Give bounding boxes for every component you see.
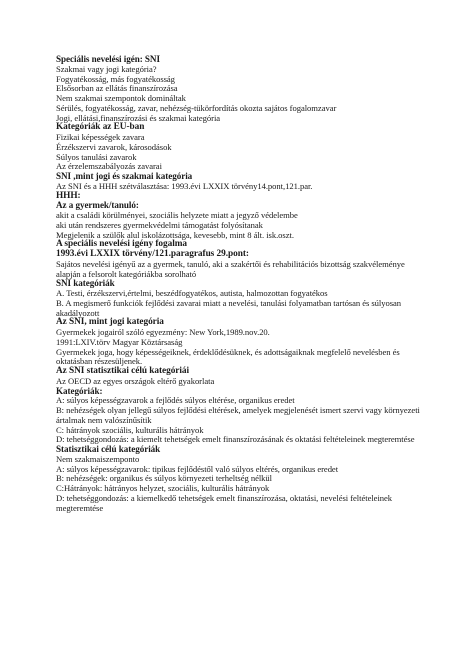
text-line-41: D: tehetséggondozás: a kiemelkedő tehetségek emelt finanszírozása, oktatási, nevelési feltételeinek megteremtése	[56, 492, 393, 513]
text-line-9: Érzékszervi zavarok, károsodások	[56, 141, 172, 152]
text-line-28: Gyermekek joga, hogy képességeiknek, érdeklődésüknek, és adottságaiknak megfelelő nevelésben és oktatásban részesüljenek.	[56, 346, 400, 367]
text-line-40: C:Hátrányok: hátrányos helyzet, szociális, kulturális hátrányok	[56, 483, 270, 493]
text-line-35: D: tehetséggondozás: a kiemelt tehetségek emelt finanszírozásának és oktatási feltételeinek megteremtése	[56, 434, 415, 445]
text-line-10: Súlyos tanulási zavarok	[56, 151, 137, 162]
heading-line-31: Kategóriák:	[56, 385, 103, 396]
text-line-27: 1991:LXIV.törv Magyar Köztársaság	[56, 336, 183, 347]
text-line-39: B: nehézségek: organikus és súlyos környezeti terheltség nélkül	[56, 473, 273, 484]
text-line-21: Sajátos nevelési igényű az a gyermek, tanuló, aki a szakértői és rehabilitációs bizottság szakvéleménye alapján a felsorolt kategóriákba sorolható	[56, 258, 405, 279]
text-line-24: B. A megismerő funkciók fejlődési zavarai miatt a nevelési, tanulási folyamatban tartósan és súlyosan akadályozott	[56, 297, 402, 318]
text-line-3: Elsősorban az ellátás finanszírozása	[56, 83, 178, 94]
text-line-33: B: nehézségek olyan jellegű súlyos fejlődési eltérések, amelyek megjelenését ismert szervi vagy környezeti ártalmak nem valószínűsítik	[56, 405, 420, 425]
heading-line-15: Az a gyermek/tanuló:	[56, 200, 139, 211]
text-line-1: Szakmai vagy jogi kategória?	[56, 63, 157, 74]
text-line-6: Jogi, ellátási,finanszírozási és szakmai kategória	[56, 112, 221, 123]
text-line-2: Fogyatékosság, más fogyatékosság	[56, 73, 175, 84]
text-line-37: Nem szakmaiszemponto	[56, 453, 140, 464]
heading-line-7: Kategóriák az EU-ban	[56, 122, 145, 133]
heading-line-14: HHH:	[56, 190, 81, 201]
text-line-4: Nem szakmai szempontok domináltak	[56, 93, 186, 103]
text-line-38: A: súlyos képességzavarok: tipikus fejlődéstől való súlyos eltérés, organikus eredet	[56, 463, 339, 474]
heading-line-22: SNI kategóriák	[56, 278, 115, 289]
text-line-13: Az SNI és a HHH szétválasztása: 1993.évi LXXIX törvény14.pont,121.par.	[56, 180, 313, 191]
heading-line-25: Az SNI, mint jogi kategória	[56, 317, 164, 328]
text-line-11: Az érzelemszabályozás zavarai	[56, 161, 162, 172]
text-line-16: akit a családi körülményei, szociális helyzete miatt a jegyző védelembe	[56, 210, 298, 220]
document-page	[56, 55, 428, 513]
text-line-5: Sérülés, fogyatékosság, zavar, nehézség-tükörfordítás okozta sajátos fogalomzavar	[56, 102, 337, 113]
heading-line-36: Statisztikai célú kategóriák	[56, 444, 161, 454]
text-line-17: aki után rendszeres gyermekvédelmi támogatást folyósítanak	[56, 219, 263, 230]
text-line-18: Megjelenik a szülők alul iskolázottsága, kevesebb, mint 8 ált. isk.oszt.	[56, 229, 294, 240]
heading-line-19: A speciális nevelési igény fogalma	[56, 239, 188, 250]
text-line-30: Az OECD az egyes országok eltérő gyakorlata	[56, 375, 215, 386]
heading-line-0: Speciális nevelési igén: SNI	[56, 54, 160, 64]
heading-line-12: SNI ,mint jogi és szakmai kategória	[56, 171, 193, 181]
text-line-8: Fizikai képességek zavara	[56, 132, 145, 142]
heading-line-20: 1993.évi LXXIX törvény/121.paragrafus 29.pont:	[56, 249, 249, 259]
text-line-34: C: hátrányok szociális, kulturális hátrányok	[56, 424, 204, 435]
text-line-23: A. Testi, érzékszervi,értelmi, beszédfogyatékos, autista, halmozottan fogyatékos	[56, 288, 328, 298]
text-line-26: Gyermekek jogairól szóló egyezmény: New York,1989.nov.20.	[56, 327, 270, 337]
text-line-32: A: súlyos képességzavarok a fejlődés súlyos eltérése, organikus eredet	[56, 395, 295, 406]
heading-line-29: Az SNI statisztikai célú kategóriái	[56, 366, 190, 376]
